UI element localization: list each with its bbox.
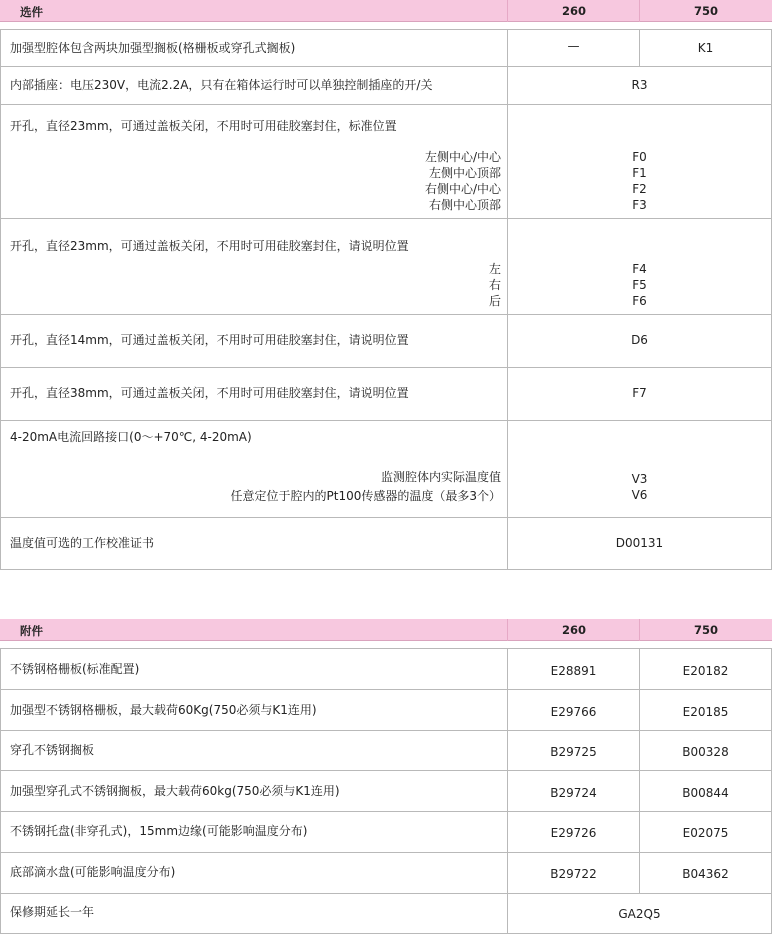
option-code: F3 <box>632 198 647 212</box>
option-code: F4 <box>632 262 647 276</box>
option-row-260: — <box>567 39 580 53</box>
option-row-desc: 开孔，直径38mm，可通过盖板关闭，不用时可用硅胶塞封住，请说明位置 <box>10 386 409 400</box>
accessories-header-title: 附件 <box>20 624 43 638</box>
option-code: F2 <box>632 182 647 196</box>
accessory-row-desc: 底部滴水盘(可能影响温度分布) <box>10 865 176 879</box>
option-sub-label: 任意定位于腔内的Pt100传感器的温度（最多3个） <box>230 489 501 503</box>
accessory-row-code: GA2Q5 <box>618 907 661 921</box>
option-code: F5 <box>632 278 647 292</box>
option-row-code: R3 <box>631 78 648 92</box>
option-row-code: D6 <box>631 333 648 347</box>
accessory-row-750: B00844 <box>682 786 729 800</box>
options-header-col-260: 260 <box>562 4 587 18</box>
option-code: F0 <box>632 150 647 164</box>
accessories-header-col-260: 260 <box>562 623 587 637</box>
accessory-row-desc: 保修期延长一年 <box>10 905 95 919</box>
option-sub-label: 左侧中心顶部 <box>428 166 501 180</box>
accessories-header-col-750: 750 <box>694 623 719 637</box>
accessory-row-750: E20185 <box>682 705 729 719</box>
option-sub-label: 后 <box>488 294 501 308</box>
option-sub-label: 右侧中心/中心 <box>424 182 501 196</box>
accessory-row-desc: 加强型穿孔式不锈钢搁板，最大载荷60kg(750必须与K1连用) <box>10 784 340 798</box>
option-sub-label: 左侧中心/中心 <box>424 150 501 164</box>
option-row-desc: 开孔，直径23mm，可通过盖板关闭，不用时可用硅胶塞封住，请说明位置 <box>10 239 409 253</box>
accessory-row-desc: 穿孔不锈钢搁板 <box>10 743 95 757</box>
accessory-row-750: B00328 <box>682 745 729 759</box>
options-header <box>0 0 772 22</box>
option-code: V3 <box>631 472 648 486</box>
accessory-row-260: E29726 <box>550 826 597 840</box>
options-header-col-750: 750 <box>694 4 719 18</box>
accessory-row-260: E29766 <box>550 705 597 719</box>
option-row-desc: 内部插座：电压230V，电流2.2A，只有在箱体运行时可以单独控制插座的开/关 <box>10 78 433 92</box>
accessory-row-750: B04362 <box>682 867 729 881</box>
accessory-row-260: B29724 <box>550 786 597 800</box>
accessory-row-750: E02075 <box>682 826 729 840</box>
option-row-desc: 温度值可选的工作校准证书 <box>10 536 155 550</box>
accessory-row-260: E28891 <box>550 664 597 678</box>
accessory-row-750: E20182 <box>682 664 729 678</box>
accessories-header <box>0 619 772 641</box>
option-sub-label: 左 <box>488 262 501 276</box>
option-row-code: F7 <box>632 386 647 400</box>
option-code: F6 <box>632 294 647 308</box>
accessory-row-desc: 加强型不锈钢格栅板，最大载荷60Kg(750必须与K1连用) <box>10 703 317 717</box>
option-row-750: K1 <box>697 41 714 55</box>
option-sub-label: 右侧中心顶部 <box>428 198 501 212</box>
option-sub-label: 右 <box>488 278 501 292</box>
accessory-row-desc: 不锈钢格栅板(标准配置) <box>10 662 140 676</box>
option-row-desc: 开孔，直径23mm，可通过盖板关闭，不用时可用硅胶塞封住，标准位置 <box>10 119 397 133</box>
option-row-code: D00131 <box>615 536 664 550</box>
option-code: V6 <box>631 488 648 502</box>
accessory-row-desc: 不锈钢托盘(非穿孔式)，15mm边缘(可能影响温度分布) <box>10 824 308 838</box>
accessory-row-260: B29722 <box>550 867 597 881</box>
option-row-desc: 加强型腔体包含两块加强型搁板(格栅板或穿孔式搁板) <box>10 41 296 55</box>
option-sub-label: 监测腔体内实际温度值 <box>380 470 501 484</box>
option-row-desc: 开孔，直径14mm，可通过盖板关闭，不用时可用硅胶塞封住，请说明位置 <box>10 333 409 347</box>
accessory-row-260: B29725 <box>550 745 597 759</box>
option-row-desc: 4-20mA电流回路接口(0～+70℃, 4-20mA) <box>10 430 252 444</box>
option-code: F1 <box>632 166 647 180</box>
options-header-title: 选件 <box>20 5 43 19</box>
